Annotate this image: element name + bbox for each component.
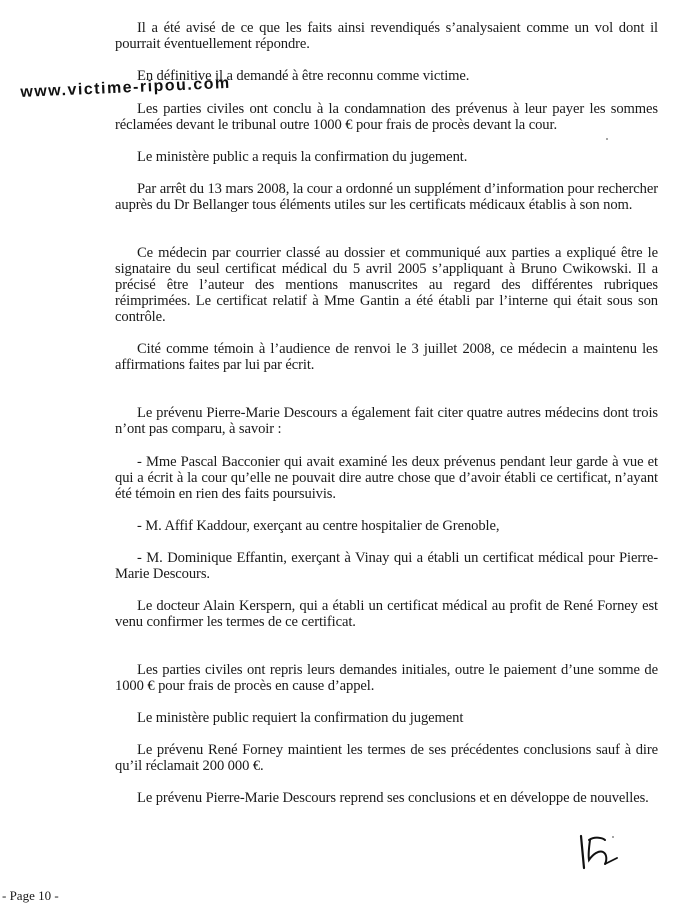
scan-speck <box>606 138 608 140</box>
paragraph-citation: Le prévenu Pierre-Marie Descours a également fait citer quatre autres médecins dont trois n’ont pas comparu, à savoir : <box>115 405 658 437</box>
paragraph-ministere-2: Le ministère public requiert la confirmation du jugement <box>137 710 464 726</box>
paragraph-temoin: Cité comme témoin à l’audience de renvoi le 3 juillet 2008, ce médecin a maintenu les affirmations faites par lui par écrit. <box>115 341 658 373</box>
paragraph-arret: Par arrêt du 13 mars 2008, la cour a ordonné un supplément d’information pour rechercher auprès du Dr Bellanger tous éléments utiles sur les certificats médicaux établis à son nom. <box>115 181 658 213</box>
paragraph-kaddour: - M. Affif Kaddour, exerçant au centre hospitalier de Grenoble, <box>137 518 500 534</box>
paragraph-descours: Le prévenu Pierre-Marie Descours reprend ses conclusions et en développe de nouvelles. <box>137 790 649 806</box>
page-number: - Page 10 - <box>2 888 59 903</box>
paragraph-parties-civiles-2: Les parties civiles ont repris leurs demandes initiales, outre le paiement d’une somme de 1000 € pour frais de procès en cause d’appel. <box>115 662 658 694</box>
paragraph-ministere-1: Le ministère public a requis la confirmation du jugement. <box>137 149 468 165</box>
scan-speck <box>612 836 614 838</box>
paragraph-kerspern: Le docteur Alain Kerspern, qui a établi un certificat médical au profit de René Forney est venu confirmer les termes de ce certificat. <box>115 598 658 630</box>
paragraph-bacconier: - Mme Pascal Bacconier qui avait examiné les deux prévenus pendant leur garde à vue et qui a écrit à la cour qu’elle ne pouvait dire autre chose que d’avoir établi ce certificat, n’ayant été témoin en rien des faits poursuivis. <box>115 454 658 502</box>
website-watermark: www.victime-ripou.com <box>20 74 232 101</box>
handwritten-signature <box>575 830 625 872</box>
paragraph-forney: Le prévenu René Forney maintient les termes de ses précédentes conclusions sauf à dire qu’il réclamait 200 000 €. <box>115 742 658 774</box>
paragraph-vol: Il a été avisé de ce que les faits ainsi revendiqués s’analysaient comme un vol dont il pourrait éventuellement répondre. <box>115 20 658 52</box>
paragraph-parties-civiles-1: Les parties civiles ont conclu à la condamnation des prévenus à leur payer les sommes réclamées devant le tribunal outre 1000 € pour frais de procès devant la cour. <box>115 101 658 133</box>
paragraph-victime: En définitive il a demandé à être reconnu comme victime. <box>137 68 470 84</box>
paragraph-medecin: Ce médecin par courrier classé au dossier et communiqué aux parties a expliqué être le signataire du seul certificat médical du 5 avril 2005 s’appliquant à Bruno Cwikowski. Il a précisé être l’auteur des mentions manuscrites au regard des différentes rubriques réimprimées. Le certificat relatif à Mme Gantin a été établi par l’interne qui était sous son contrôle. <box>115 245 658 325</box>
paragraph-effantin: - M. Dominique Effantin, exerçant à Vinay qui a établi un certificat médical pour Pierre-Marie Descours. <box>115 550 658 582</box>
